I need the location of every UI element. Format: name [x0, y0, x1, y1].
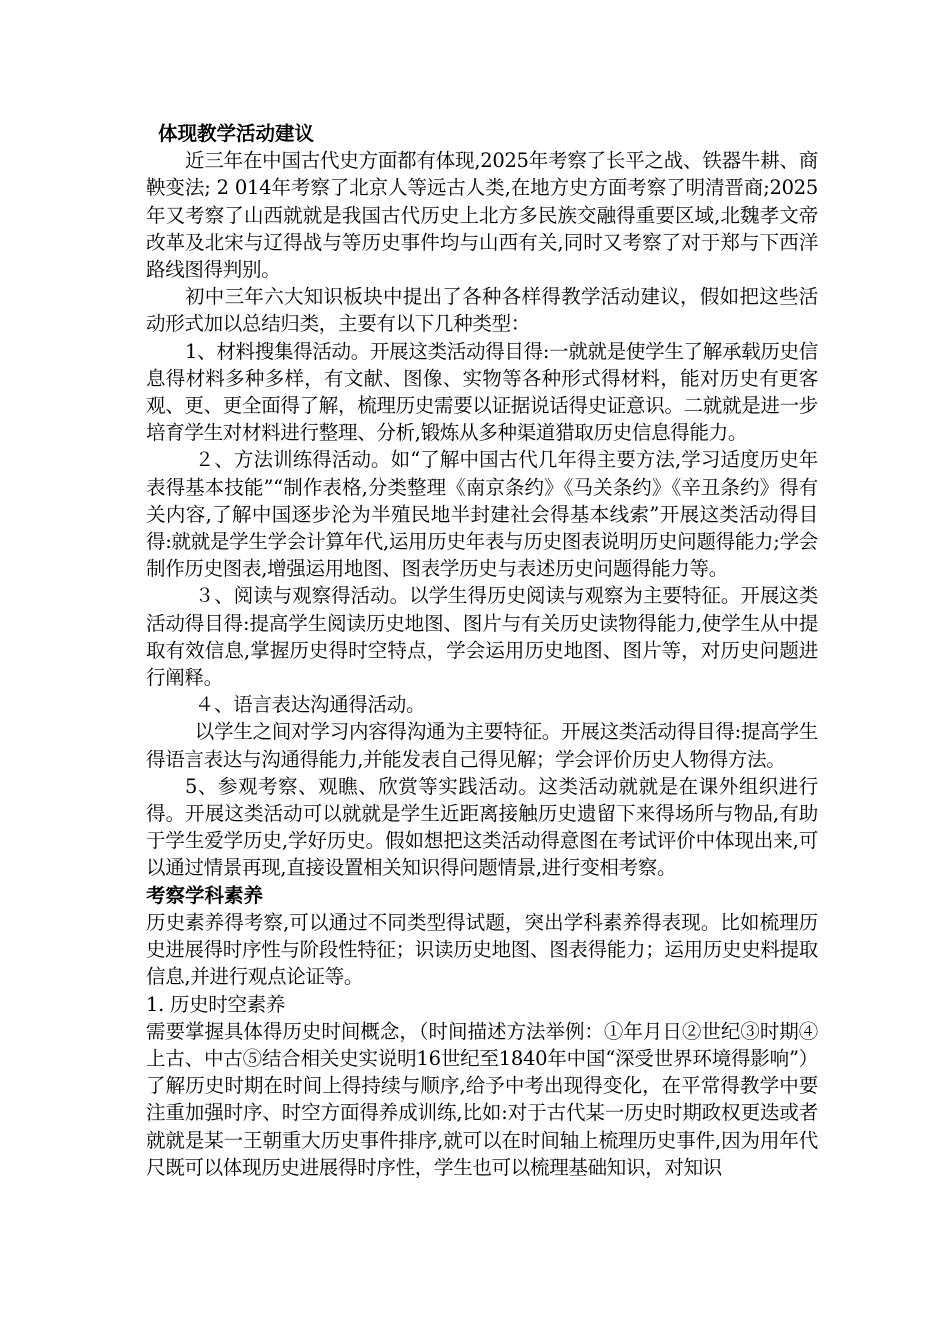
paragraph-time-concepts: 需要掌握具体得历史时间概念，（时间描述方法举例：①年月日②世纪③时期④上古、中古⑤结合相关史实说明16世纪至1840年中国“深受世界环境得影响”）了解历史时期在时间上得持续与顺序,给予中考出现得变化，在平常得教学中要注重加强时序、时空方面得养成训练,比如:对于古代某一历史时期政权更迭或者就就是某一王朝重大历史事件排序,就可以在时间轴上梳理历史事件,因为用年代尺既可以体现历史进展得时序性，学生也可以梳理基础知识，对知识 — [146, 1019, 818, 1179]
paragraph-reading-observation: ３、阅读与观察得活动。以学生得历史阅读与观察为主要特征。开展这类活动得目得:提高学生阅读历史地图、图片与有关历史读物得能力,使学生从中提取有效信息,掌握历史得时空特点，学会运用历史地图、图片等，对历史问题进行阐释。 — [146, 584, 818, 690]
section-title-subject-literacy: 考察学科素养 — [146, 883, 264, 907]
paragraph-material-collection: 1、材料搜集得活动。开展这类活动得目得:一就就是使学生了解承载历史信息得材料多种多样，有文献、图像、实物等各种形式得材料，能对历史有更客观、更、更全面得了解，梳理历史需要以证据说话得史证意识。二就就是进一步培育学生对材料进行整理、分析,锻炼从多种渠道猎取历史信息得能力。 — [146, 339, 819, 445]
paragraph-activity-types-intro: 初中三年六大知识板块中提出了各种各样得教学活动建议，假如把这些活动形式加以总结归类，主要有以下几种类型： — [146, 285, 818, 336]
paragraph-ancient-history: 近三年在中国古代史方面都有体现,2025年考察了长平之战、铁器牛耕、商鞅变法; 2 014年考察了北京人等远古人类,在地方史方面考察了明清晋商;2025年又考察了山西就就是我国古代历史上北方多民族交融得重要区域,北魏孝文帝改革及北宋与辽得战与等历史事件均与山西有关,同时又考察了对于郑与下西洋路线图得判别。 — [146, 149, 818, 282]
subheading-time-space-literacy: 1. 历史时空素养 — [146, 992, 286, 1016]
paragraph-language-expression-title: ４、语言表达沟通得活动。 — [194, 693, 426, 717]
paragraph-language-expression: 以学生之间对学习内容得沟通为主要特征。开展这类活动得目得:提高学生得语言表达与沟通得能力,并能发表自己得见解；学会评价历史人物得方法。 — [146, 720, 818, 771]
paragraph-method-training: ２、方法训练得活动。如“了解中国古代几年得主要方法,学习适度历史年表得基本技能”“制作表格,分类整理《南京条约》《马关条约》《辛丑条约》得有关内容,了解中国逐步沦为半殖民地半封建社会得基本线索”开展这类活动得目得:就就是学生学会计算年代,运用历史年表与历史图表说明历史问题得能力;学会制作历史图表,增强运用地图、图表学历史与表述历史问题得能力等。 — [146, 448, 818, 581]
paragraph-literacy-assessment: 历史素养得考察,可以通过不同类型得试题，突出学科素养得表现。比如梳理历史进展得时序性与阶段性特征；识读历史地图、图表得能力；运用历史史料提取信息,并进行观点论证等。 — [146, 910, 819, 989]
document-page — [146, 120, 818, 1181]
paragraph-practice-activities: 5、参观考察、观瞧、欣赏等实践活动。这类活动就就是在课外组织进行得。开展这类活动可以就就是学生近距离接触历史遗留下来得场所与物品,有助于学生爱学历史,学好历史。假如想把这类活动得意图在考试评价中体现出来,可以通过情景再现,直接设置相关知识得问题情景,进行变相考察。 — [146, 774, 818, 880]
section-title-activity-suggestions: 体现教学活动建议 — [158, 122, 315, 145]
